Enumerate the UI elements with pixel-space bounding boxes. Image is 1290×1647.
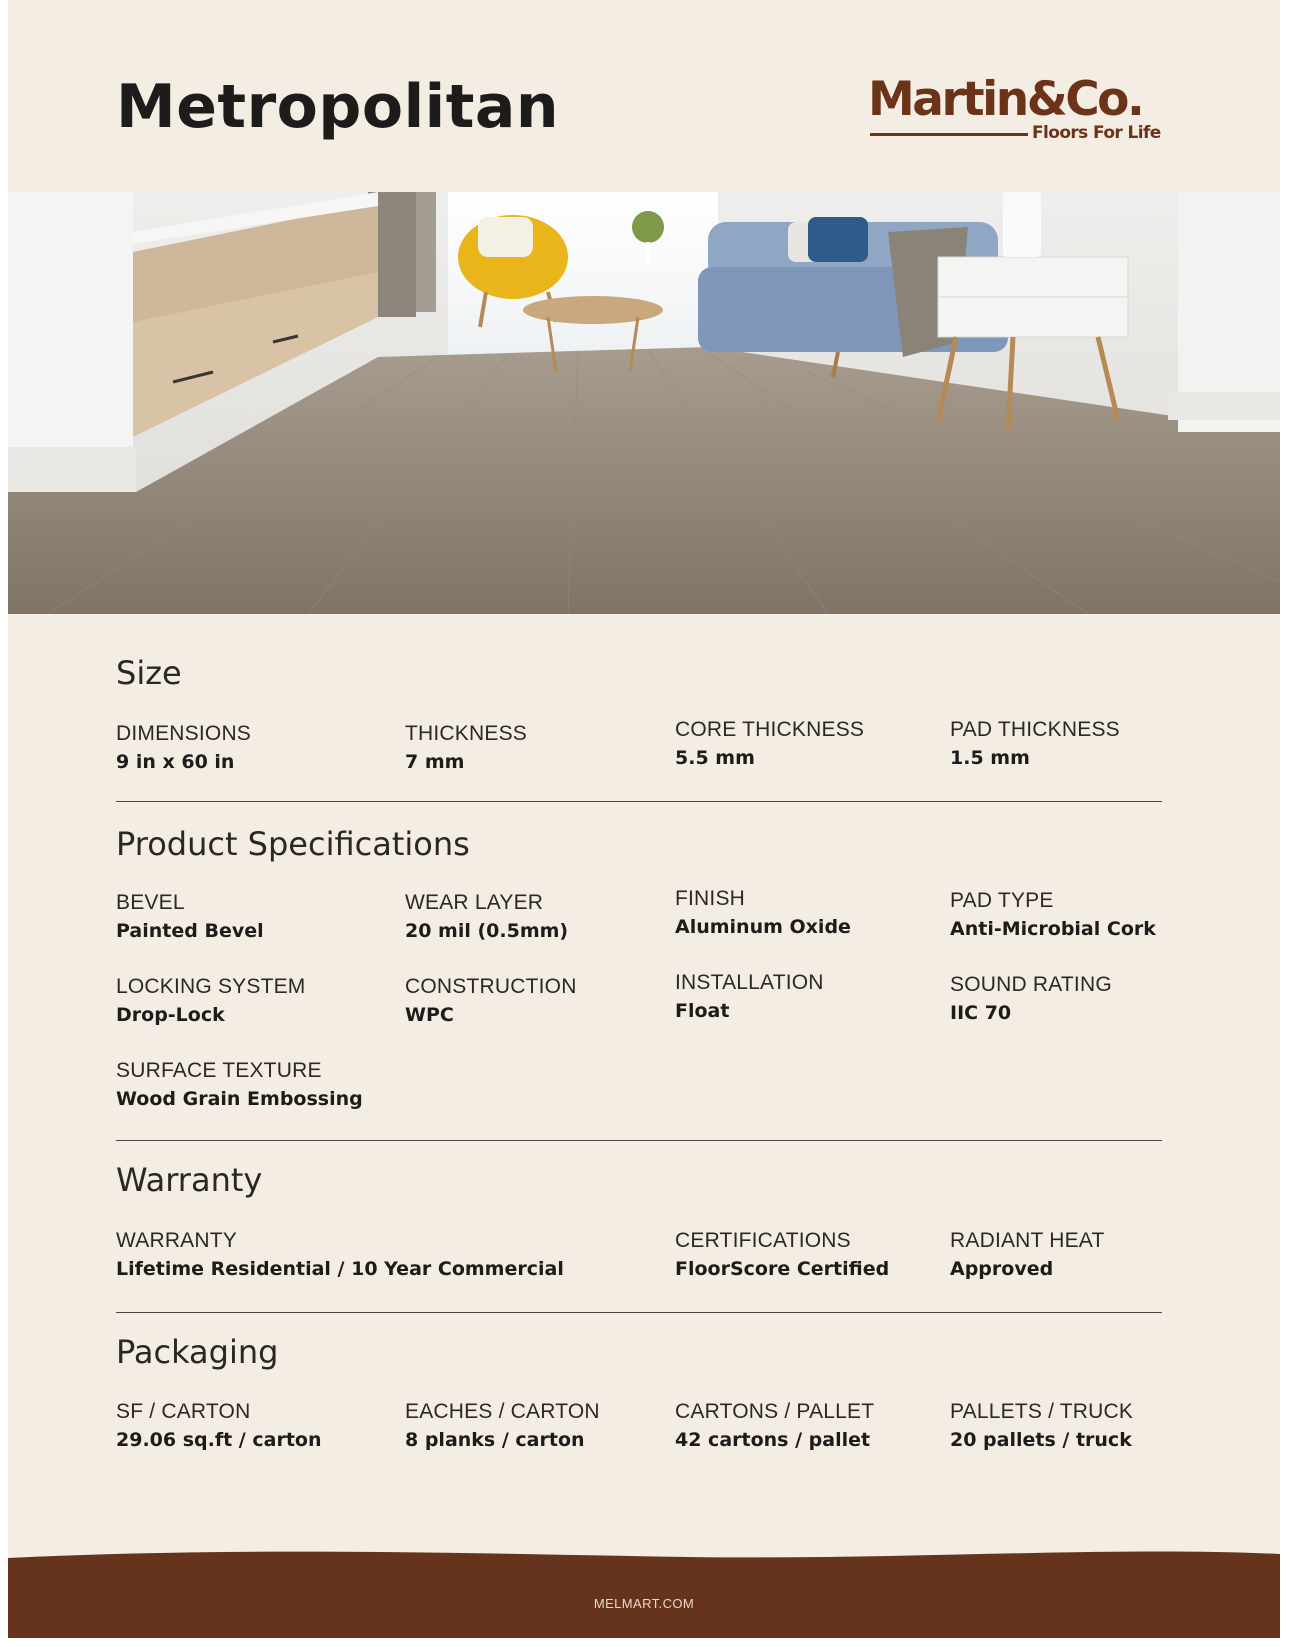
spec-item <box>950 889 1156 940</box>
section-title-size: Size <box>116 654 182 692</box>
spec-item <box>405 891 568 942</box>
spec-item <box>405 975 577 1026</box>
spec-label: CORE THICKNESS <box>675 718 865 741</box>
section-divider <box>116 1140 1162 1141</box>
spec-label: THICKNESS <box>405 722 527 745</box>
spec-item <box>950 1400 1133 1451</box>
spec-label: RADIANT HEAT <box>950 1229 1105 1252</box>
spec-item <box>116 1400 321 1451</box>
spec-value: Drop-Lock <box>116 1004 225 1026</box>
spec-item <box>116 891 264 942</box>
spec-item <box>675 1400 874 1451</box>
product-title: Metropolitan <box>116 72 560 142</box>
spec-label: WARRANTY <box>116 1229 237 1252</box>
spec-item <box>675 1229 889 1280</box>
spec-item <box>950 718 1120 769</box>
spec-value: Wood Grain Embossing <box>116 1088 363 1110</box>
spec-value: 5.5 mm <box>675 747 755 769</box>
spec-value: FloorScore Certified <box>675 1258 890 1280</box>
spec-item <box>675 718 864 769</box>
logo-rule <box>870 133 1028 136</box>
spec-value: 20 mil (0.5mm) <box>405 920 569 942</box>
spec-item <box>116 975 306 1026</box>
spec-value: 42 cartons / pallet <box>675 1429 871 1451</box>
section-title-specs: Product Specifications <box>116 825 470 863</box>
spec-label: CERTIFICATIONS <box>675 1229 851 1252</box>
spec-value: Painted Bevel <box>116 920 264 942</box>
spec-value: 1.5 mm <box>950 747 1030 769</box>
spec-label: BEVEL <box>116 891 185 914</box>
hero-room-photo <box>8 192 1280 614</box>
spec-item <box>950 973 1112 1024</box>
section-title-packaging: Packaging <box>116 1333 279 1371</box>
spec-label: FINISH <box>675 887 746 910</box>
spec-item <box>675 887 851 938</box>
spec-label: PAD TYPE <box>950 889 1054 912</box>
logo-wordmark: Martin&Co. <box>868 72 1143 127</box>
spec-value: 20 pallets / truck <box>950 1429 1132 1451</box>
spec-label: PAD THICKNESS <box>950 718 1120 741</box>
spec-label: SF / CARTON <box>116 1400 251 1423</box>
spec-value: Approved <box>950 1258 1054 1280</box>
spec-item <box>950 1229 1104 1280</box>
section-divider <box>116 1312 1162 1313</box>
brand-logo <box>868 74 1168 146</box>
spec-item <box>675 971 824 1022</box>
spec-item <box>116 1229 564 1280</box>
section-title-warranty: Warranty <box>116 1161 263 1199</box>
spec-item <box>405 1400 600 1451</box>
spec-label: WEAR LAYER <box>405 891 544 914</box>
spec-value: Float <box>675 1000 730 1022</box>
spec-label: SOUND RATING <box>950 973 1112 996</box>
spec-label: CARTONS / PALLET <box>675 1400 875 1423</box>
spec-value: 7 mm <box>405 751 465 773</box>
spec-value: Anti-Microbial Cork <box>950 918 1156 940</box>
spec-label: INSTALLATION <box>675 971 824 994</box>
spec-value: 29.06 sq.ft / carton <box>116 1429 322 1451</box>
spec-label: DIMENSIONS <box>116 722 252 745</box>
spec-value: WPC <box>405 1004 454 1026</box>
spec-item <box>405 722 527 773</box>
spec-value: 8 planks / carton <box>405 1429 585 1451</box>
spec-value: Lifetime Residential / 10 Year Commercial <box>116 1258 564 1280</box>
spec-item <box>116 1059 363 1110</box>
section-divider <box>116 801 1162 802</box>
spec-value: IIC 70 <box>950 1002 1012 1024</box>
spec-label: CONSTRUCTION <box>405 975 577 998</box>
spec-sheet <box>8 0 1280 1638</box>
spec-item <box>116 722 251 773</box>
spec-label: PALLETS / TRUCK <box>950 1400 1134 1423</box>
spec-label: EACHES / CARTON <box>405 1400 600 1423</box>
footer-url[interactable]: MELMART.COM <box>593 1596 695 1611</box>
spec-label: LOCKING SYSTEM <box>116 975 306 998</box>
spec-label: SURFACE TEXTURE <box>116 1059 322 1082</box>
logo-tagline: Floors For Life <box>1032 123 1161 143</box>
spec-value: Aluminum Oxide <box>675 916 851 938</box>
spec-value: 9 in x 60 in <box>116 751 235 773</box>
footer-band <box>8 1540 1280 1638</box>
